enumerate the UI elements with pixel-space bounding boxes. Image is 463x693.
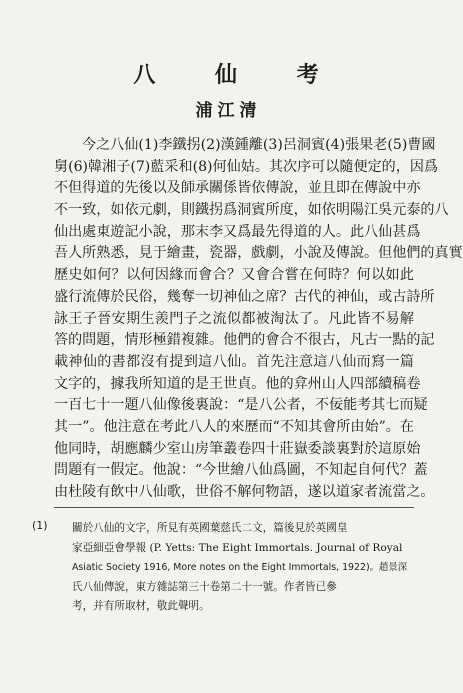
body-line: 仙出處東遊記小說，那末李又爲最先得道的人。此八仙甚爲 [54,223,421,240]
body-line: 詠王子晉安期生羨門子之流似都被淘汰了。凡此皆不易解 [54,310,414,327]
footnote-marker: (1) [32,519,48,532]
body-line: 歷史如何？以何因緣而會合？又會合嘗在何時？何以如此 [54,267,414,284]
body-text [54,135,463,504]
body-line: 不一致，如依元劇，則鐵拐爲洞賓所度，如依明陽江吳元泰的八 [54,202,449,219]
body-line: 盛行流傳於民俗，幾奪一切神仙之席？古代的神仙，或古詩所 [54,288,435,305]
body-line: 答的問題，情形極錯複雜。他們的會合不很古，凡古一點的記 [54,332,435,349]
footnote-line: 家亞細亞會學報 (P. Yetts: The Eight Immortals. Journal of Royal [72,541,403,554]
body-line: 文字的，據我所知道的是王世貞。他的弇州山人四部續稿卷 [54,375,421,392]
body-line: 吾人所熟悉，見于繪畫，瓷器，戲劇，小說及傳說。但他們的真實 [54,245,463,262]
page-title: 八 仙 考 [133,62,345,88]
footnote-line: Asiatic Society 1916, More notes on the Eight Immortals, 1922)。趙景深 [72,562,408,573]
body-line: 由杜陵有飲中八仙歌，世俗不解何物語，遂以道家者流當之。 [54,484,435,500]
body-line: 他同時，胡應麟少室山房筆叢卷四十莊嶽委談裏對於這原始 [54,440,421,457]
author-name: 浦江清 [195,101,262,121]
footnote [32,519,414,617]
body-line: 其一”。他注意在考此八人的來歷而“不知其會所由始”。在 [54,418,414,435]
footnote-divider [54,507,414,508]
body-line: 一百七十一題八仙像後裏說：“是八公者，不佞能考其七而疑 [54,397,428,414]
footnote-line: 氏八仙傳說，東方雜誌第三十卷第二十一號。作者皆已參 [72,580,337,593]
body-line: 今之八仙(1)李鐵拐(2)漢鍾離(3)呂洞賓(4)張果老(5)曹國 [82,137,436,153]
body-line: 問題有一假定。他說：“今世繪八仙爲圖，不知起自何代？蓋 [54,462,428,479]
body-line: 舅(6)韓湘子(7)藍采和(8)何仙姑。其次序可以隨便定的，因爲 [54,158,439,175]
footnote-line: 關於八仙的文字，所見有英國葉慈氏二文，篇後見於英國皇 [72,522,348,534]
body-line: 載神仙的書都沒有提到這八仙。首先注意這八仙而寫一篇 [54,353,414,370]
body-line: 不但得道的先後以及師承關係皆依傳說，並且即在傳說中亦 [54,180,421,197]
footnote-line: 考，并有所取材，敬此聲明。 [72,600,210,612]
